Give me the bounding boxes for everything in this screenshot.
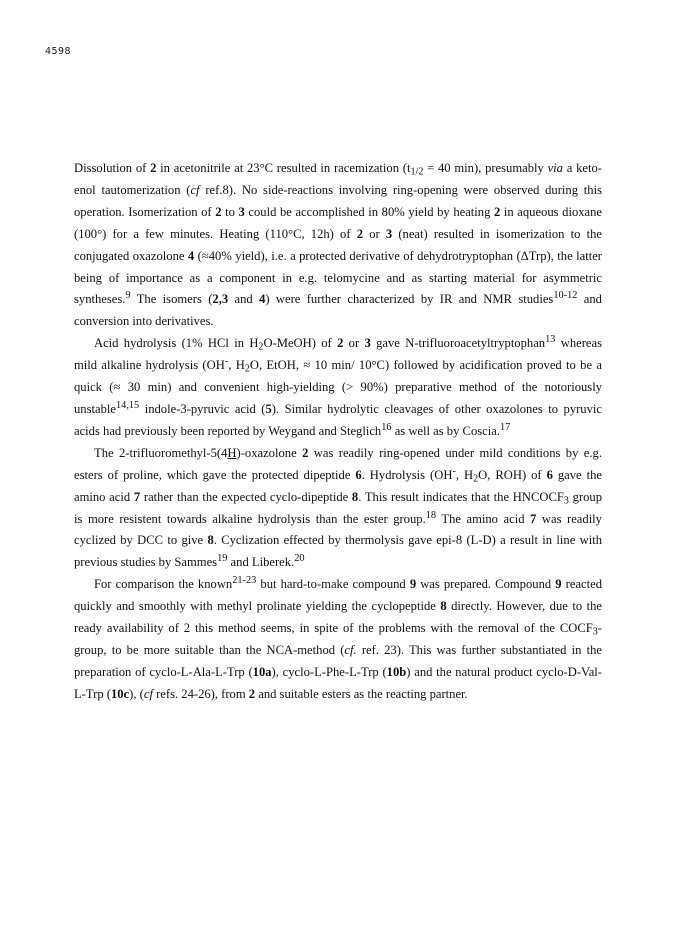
- text-run: a keto-enol tautomerization (: [74, 161, 602, 197]
- text-run: ) were further characterized by IR and NMR studies: [265, 292, 554, 307]
- text-run: O, EtOH, ≈ 10 min/ 10°C) followed by acidification proved to be a quick (≈ 30 min) and convenient high-yielding (> 90%) preparative method of the notoriously unstable: [74, 358, 602, 416]
- text-run: indole-3-pyruvic acid (: [139, 401, 266, 416]
- text-sup: 19: [217, 553, 228, 565]
- text-sup: 21-23: [232, 575, 257, 587]
- text-b: 3: [385, 226, 393, 241]
- text-run: (neat) resulted in isomerization to the conjugated oxazolone: [74, 226, 602, 263]
- page-number: 4598: [45, 46, 72, 57]
- text-b: 2: [302, 445, 309, 460]
- article-body: [74, 158, 602, 706]
- text-b: 2: [215, 204, 222, 219]
- text-sup: 17: [499, 421, 511, 433]
- text-run: group is more resistent towards alkaline hydrolysis than the ester group.: [74, 489, 602, 526]
- text-sub: 2: [244, 363, 250, 375]
- text-b: 4: [259, 292, 266, 307]
- text-b: 9: [409, 577, 417, 592]
- text-run: , H: [455, 467, 474, 482]
- text-b: 3: [238, 204, 245, 219]
- text-run: or: [343, 336, 365, 351]
- text-b: 8: [207, 533, 214, 548]
- text-b: 10c: [110, 686, 130, 701]
- text-sub: 3: [592, 626, 598, 638]
- text-sup: 20: [294, 553, 305, 565]
- text-run: was readily ring-opened under mild conditions by e.g. esters of proline, which gave the protected dipeptide: [74, 445, 602, 482]
- text-run: and suitable esters as the reacting partner.: [255, 686, 468, 701]
- text-sup: 9: [125, 290, 131, 302]
- text-run: The isomers (: [130, 292, 213, 307]
- text-run: O-MeOH) of: [263, 336, 338, 351]
- text-run: gave the amino acid: [74, 467, 602, 504]
- text-sup: 13: [545, 334, 556, 346]
- text-run: Acid hydrolysis (1% HCl in H: [94, 336, 259, 351]
- text-run: was prepared. Compound: [416, 577, 556, 592]
- paragraph-comparison: [74, 574, 602, 705]
- text-sub: 2: [473, 473, 479, 485]
- text-run: could be accomplished in 80% yield by heating: [244, 204, 494, 219]
- text-run: and: [228, 292, 260, 307]
- text-ul: H: [227, 445, 237, 460]
- text-b: 10b: [386, 664, 407, 679]
- text-run: Dissolution of: [74, 161, 151, 175]
- text-sup: 16: [381, 421, 392, 433]
- text-run: , H: [228, 358, 245, 373]
- text-b: 5: [265, 401, 272, 416]
- text-run: O, ROH) of: [478, 467, 547, 482]
- text-sup: -: [452, 465, 456, 477]
- text-sup: 10-12: [553, 290, 578, 302]
- text-run: -group, to be more suitable than the NCA-method (: [74, 621, 602, 657]
- text-sub: 2: [258, 341, 264, 353]
- text-b: 2: [356, 226, 364, 241]
- text-run: . Cyclization effected by thermolysis gave epi-8 (L-D) a result in line with previous studies by Sammes: [74, 533, 602, 570]
- text-sup: -: [224, 356, 229, 367]
- text-b: 3: [364, 336, 371, 351]
- text-run: The 2-trifluoromethyl-5(4: [94, 445, 228, 460]
- text-b: 2,3: [212, 292, 229, 307]
- text-run: The amino acid: [436, 511, 531, 526]
- text-sup: 14,15: [115, 399, 140, 411]
- text-sub: 3: [563, 495, 569, 507]
- text-run: ref. 23). This was further substantiated in the preparation of cyclo-L-Ala-L-Trp (: [74, 642, 602, 679]
- text-b: 2: [337, 336, 344, 351]
- text-b: 9: [555, 577, 562, 592]
- text-i: via: [547, 161, 563, 175]
- text-b: 6: [546, 467, 553, 482]
- text-i: cf: [190, 182, 200, 197]
- text-b: 7: [133, 489, 141, 504]
- text-run: as well as by Coscia.: [391, 423, 500, 438]
- text-run: ref.8). No side-reactions involving ring-opening were observed during this operation. Isomerization of: [74, 182, 602, 219]
- text-run: ). Similar hydrolytic cleavages of other oxazolones to pyruvic acids had previously been reported by Weygand and Steglich: [74, 401, 602, 438]
- text-b: 7: [530, 511, 537, 526]
- text-b: 8: [440, 599, 447, 614]
- text-b: 2: [248, 686, 256, 701]
- text-run: ), (: [129, 686, 144, 701]
- text-run: . This result indicates that the HNCOCF: [358, 489, 564, 504]
- text-b: 6: [355, 467, 362, 482]
- text-run: gave N-trifluoroacetyltryptophan: [370, 336, 546, 351]
- text-run: )-oxazolone: [236, 445, 303, 460]
- text-run: ), cyclo-L-Phe-L-Trp (: [271, 664, 387, 679]
- text-run: reacted quickly and smoothly with methyl prolinate yielding the cyclopeptide: [74, 577, 603, 614]
- paragraph-racemization: [74, 158, 602, 333]
- text-run: was readily cyclized by DCC to give: [74, 511, 602, 548]
- text-run: but hard-to-make compound: [256, 577, 410, 592]
- text-run: in acetonitrile at 23°C resulted in racemization (t: [156, 161, 411, 175]
- text-run: (≈40% yield), i.e. a protected derivative of dehydrotryptophan (ΔTrp), the latter being of importance as a component in e.g. telomycine and as starting material for asymmetric syntheses.: [74, 248, 602, 307]
- text-run: rather than the expected cyclo-dipeptide: [140, 489, 352, 504]
- text-run: . Hydrolysis (OH: [361, 467, 453, 482]
- text-run: or: [363, 226, 386, 241]
- text-run: in aqueous dioxane (100°) for a few minutes. Heating (110°C, 12h) of: [74, 204, 603, 241]
- text-run: For comparison the known: [94, 577, 233, 592]
- text-b: 2: [494, 204, 501, 219]
- text-run: to: [221, 204, 239, 219]
- text-sub: 1/2: [410, 166, 424, 178]
- text-b: 2: [150, 161, 157, 175]
- text-run: and Liberek.: [227, 555, 295, 570]
- paragraph-ring-opening: [74, 443, 602, 574]
- paragraph-hydrolysis: [74, 333, 602, 443]
- text-run: whereas mild alkaline hydrolysis (OH: [74, 336, 602, 373]
- text-run: ) and the natural product cyclo-D-Val-L-Trp (: [74, 664, 602, 701]
- text-b: 10a: [252, 664, 272, 679]
- text-sup: 18: [425, 509, 437, 521]
- text-i: cf.: [344, 642, 357, 657]
- text-run: = 40 min), presumably: [423, 161, 548, 175]
- text-i: cf: [143, 686, 153, 701]
- text-run: refs. 24-26), from: [152, 686, 249, 701]
- text-run: directly. However, due to the ready availability of 2 this method seems, in spite of the problems with the removal of the COCF: [74, 599, 603, 636]
- text-run: and conversion into derivatives.: [74, 292, 602, 329]
- text-b: 8: [351, 489, 359, 504]
- text-b: 4: [187, 248, 195, 263]
